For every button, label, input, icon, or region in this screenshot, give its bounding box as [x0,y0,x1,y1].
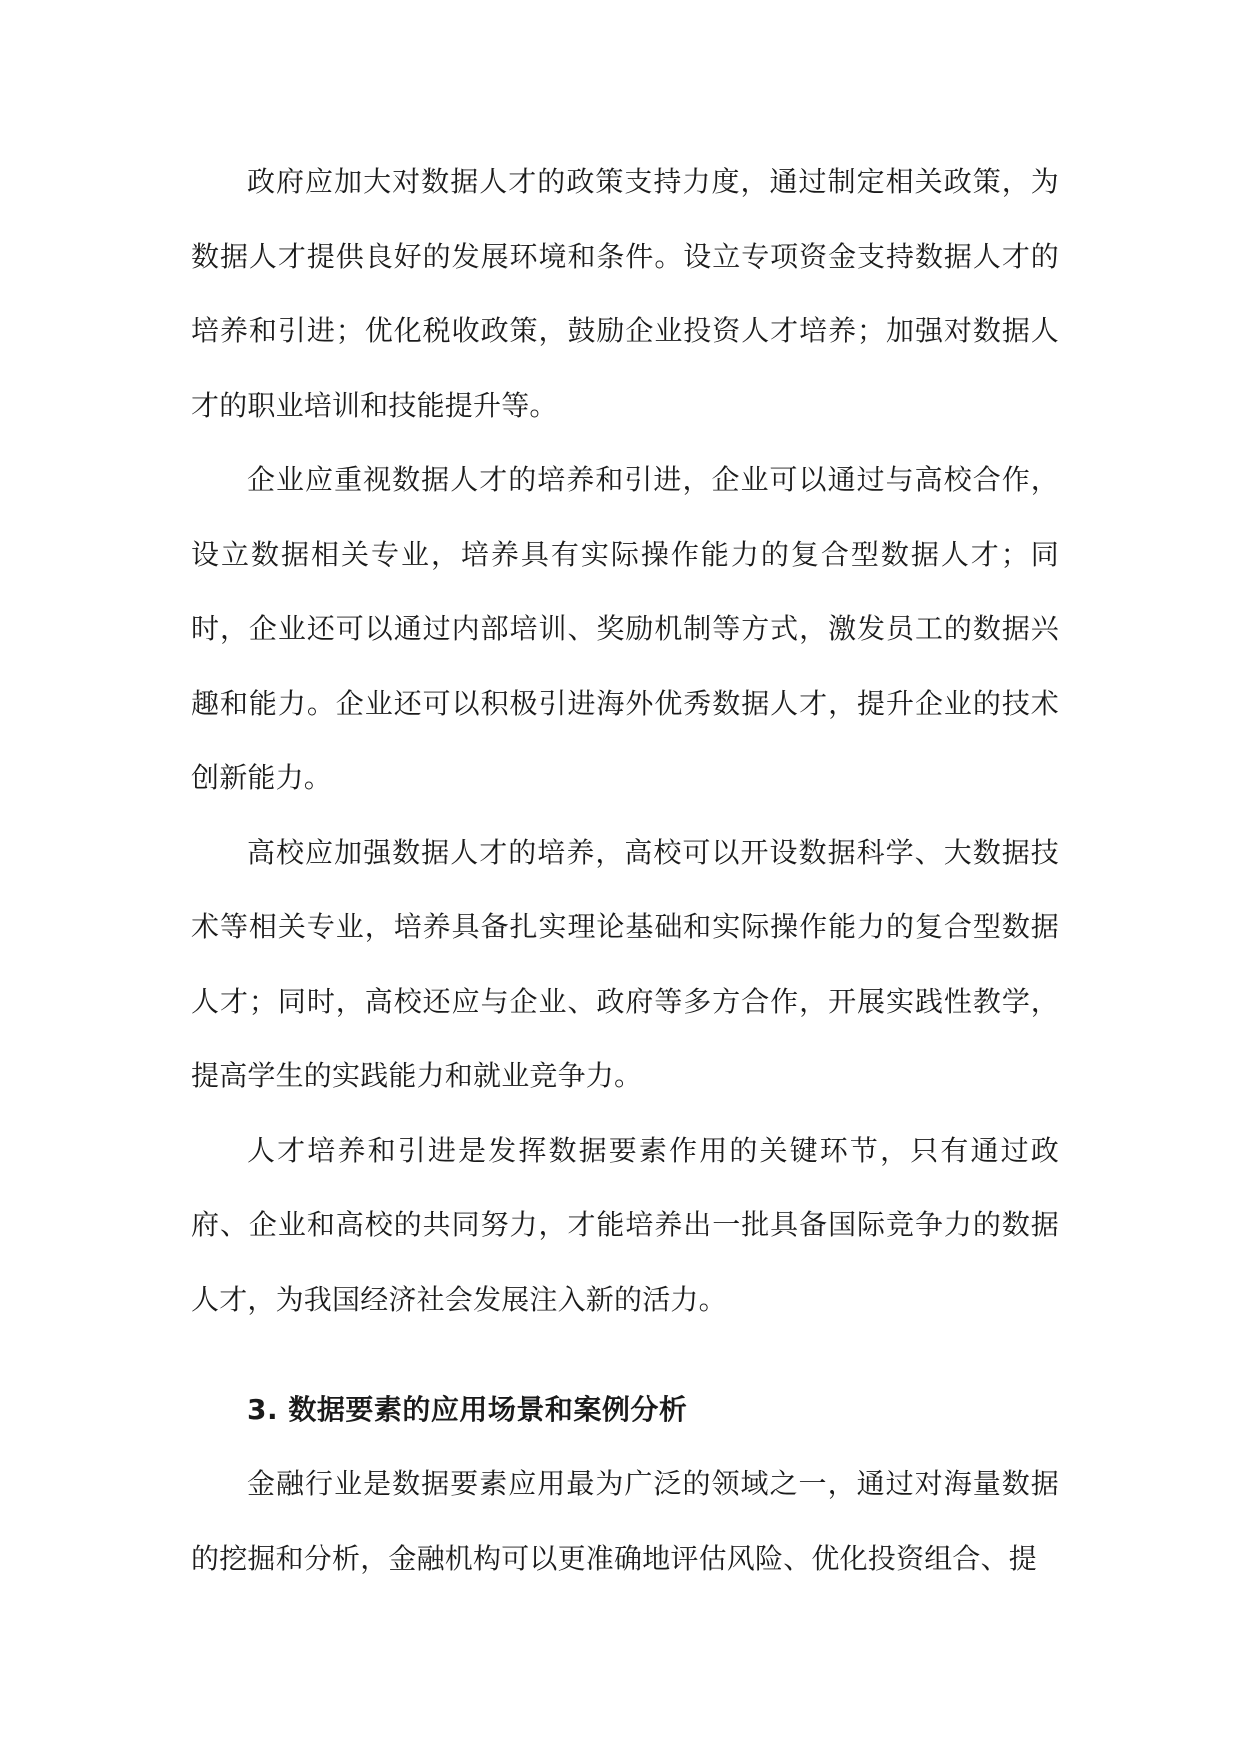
paragraph-talent-summary: 人才培养和引进是发挥数据要素作用的关键环节，只有通过政府、企业和高校的共同努力，才能培养出一批具备国际竞争力的数据人才，为我国经济社会发展注入新的活力。 [191,1133,1059,1316]
document-body [191,145,1059,1596]
paragraph-policy-support: 政府应加大对数据人才的政策支持力度，通过制定相关政策，为数据人才提供良好的发展环境和条件。设立专项资金支持数据人才的培养和引进；优化税收政策，鼓励企业投资人才培养；加强对数据人才的职业培训和技能提升等。 [191,165,1059,422]
section-heading: 3. 数据要素的应用场景和案例分析 [247,1393,688,1426]
paragraph-enterprise-talent: 企业应重视数据人才的培养和引进，企业可以通过与高校合作，设立数据相关专业，培养具有实际操作能力的复合型数据人才；同时，企业还可以通过内部培训、奖励机制等方式，激发员工的数据兴趣和能力。企业还可以积极引进海外优秀数据人才，提升企业的技术创新能力。 [191,463,1059,794]
paragraph-finance-application: 金融行业是数据要素应用最为广泛的领域之一，通过对海量数据的挖掘和分析，金融机构可以更准确地评估风险、优化投资组合、提 [191,1467,1059,1575]
paragraph-university-training: 高校应加强数据人才的培养，高校可以开设数据科学、大数据技术等相关专业，培养具备扎实理论基础和实际操作能力的复合型数据人才；同时，高校还应与企业、政府等多方合作，开展实践性教学，提高学生的实践能力和就业竞争力。 [191,835,1059,1092]
